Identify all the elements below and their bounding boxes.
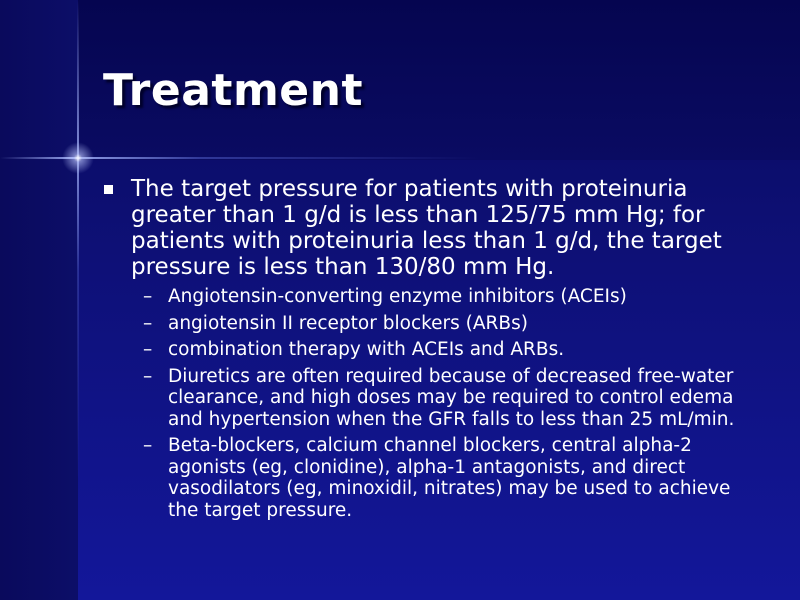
sub-bullet-list	[103, 286, 763, 521]
slide-title: Treatment	[103, 65, 363, 116]
main-bullet-text: The target pressure for patients with proteinuria greater than 1 g/d is less than 125/75 mm Hg; for patients with proteinuria less than 1 g/d, the target pressure is less than 130/80 mm Hg.	[131, 176, 722, 280]
dash-bullet-icon: –	[143, 435, 153, 456]
sub-bullet-text: Diuretics are often required because of decreased free-water clearance, and high doses may be required to control edema and hypertension when the GFR falls to less than 25 mL/min.	[168, 365, 735, 430]
sub-bullet-text: Angiotensin-converting enzyme inhibitors (ACEIs)	[168, 286, 627, 307]
sub-bullet-item	[103, 366, 763, 431]
sparkle-horizontal-line	[0, 157, 800, 159]
sub-bullet-item	[103, 286, 763, 308]
sparkle-vertical-line	[77, 0, 79, 600]
main-bullet	[103, 176, 763, 280]
sub-bullet-text: angiotensin II receptor blockers (ARBs)	[168, 312, 528, 334]
sub-bullet-text: combination therapy with ACEIs and ARBs.	[168, 339, 565, 360]
dash-bullet-icon: –	[143, 365, 153, 387]
dash-bullet-icon: –	[143, 339, 153, 360]
sub-bullet-item	[103, 339, 763, 361]
sub-bullet-item	[103, 313, 763, 335]
sparkle-star-icon	[62, 142, 94, 174]
slide-body	[103, 176, 763, 526]
dash-bullet-icon: –	[143, 312, 153, 334]
background-left-band	[0, 0, 78, 600]
sub-bullet-text: Beta-blockers, calcium channel blockers, central alpha-2 agonists (eg, clonidine), alpha-1 antagonists, and direct vasodilators (eg, minoxidil, nitrates) may be used to achieve the target pressure.	[168, 435, 731, 521]
sub-bullet-item	[103, 435, 763, 521]
square-bullet-icon	[104, 185, 113, 194]
dash-bullet-icon: –	[143, 286, 153, 307]
